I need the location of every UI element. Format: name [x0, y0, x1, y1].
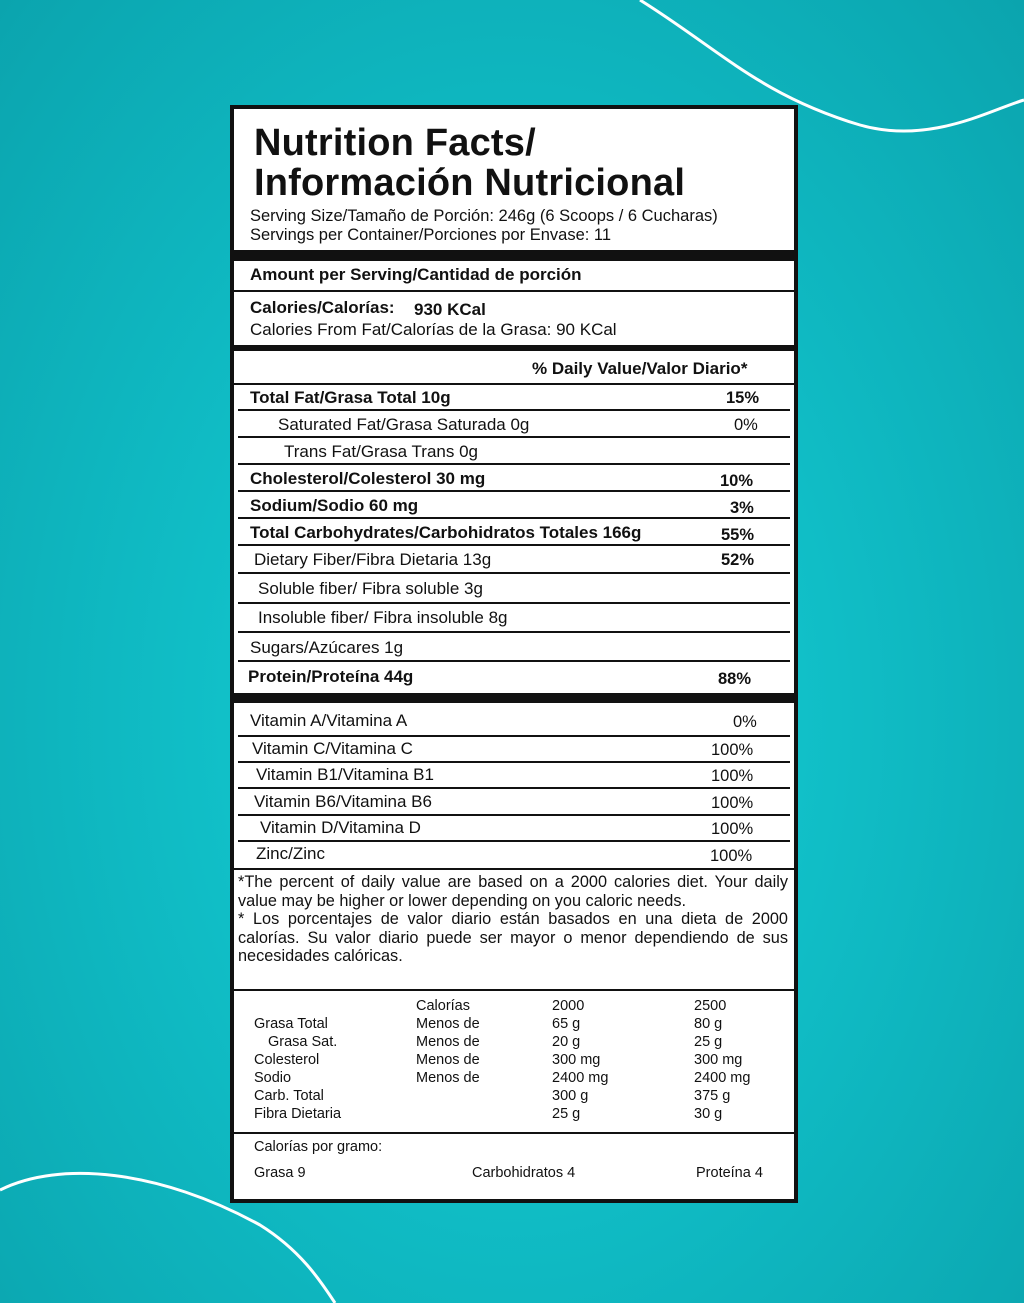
nutrient-pct: 52% [721, 551, 755, 569]
divider [238, 436, 790, 438]
divider [238, 761, 790, 763]
nutrient-label: Sugars/Azúcares 1g [250, 638, 404, 657]
nutrient-pct: 0% [734, 416, 758, 434]
ref-cell: Grasa Sat. [268, 1034, 338, 1050]
vitamin-pct: 100% [711, 794, 754, 812]
ref-cell: 300 mg [552, 1052, 601, 1068]
nutrition-facts-label [230, 105, 798, 1203]
nutrient-pct: 55% [721, 526, 755, 544]
vitamin-label: Zinc/Zinc [256, 844, 325, 863]
amount-per-serving: Amount per Serving/Cantidad de porción [250, 265, 582, 284]
calories-per-gram-carbs: Carbohidratos 4 [472, 1165, 576, 1181]
divider [238, 544, 790, 546]
label-title [254, 123, 685, 203]
ref-cell: 80 g [694, 1016, 723, 1032]
thick-divider [234, 250, 794, 261]
footnote-spanish: * Los porcentajes de valor diario están basados en una dieta de 2000 calorías. Su valor diario puede ser mayor o menor dependiendo de sus necesidades calóricas. [238, 910, 788, 965]
divider [234, 989, 794, 991]
vitamin-label: Vitamin C/Vitamina C [252, 739, 413, 758]
divider [238, 660, 790, 662]
title-line-2: Información Nutricional [254, 162, 686, 204]
nutrient-pct: 15% [726, 389, 760, 407]
divider [238, 490, 790, 492]
ref-cell: 30 g [694, 1106, 723, 1122]
nutrient-pct: 88% [718, 670, 752, 688]
thick-divider [234, 693, 794, 703]
nutrient-label: Saturated Fat/Grasa Saturada 0g [278, 415, 530, 434]
vitamin-pct: 100% [710, 847, 753, 865]
nutrient-pct: 10% [720, 472, 754, 490]
vitamin-pct: 100% [711, 741, 754, 759]
divider [238, 572, 790, 574]
vitamin-label: Vitamin D/Vitamina D [260, 818, 421, 837]
divider [234, 383, 794, 385]
nutrient-label: Protein/Proteína 44g [248, 667, 414, 686]
calories-per-gram-title: Calorías por gramo: [254, 1139, 383, 1155]
divider [238, 602, 790, 604]
thick-divider [234, 345, 794, 351]
servings-per-container: Servings per Container/Porciones por Envase: 11 [250, 226, 612, 244]
ref-cell: Colesterol [254, 1052, 320, 1068]
ref-cell: Carb. Total [254, 1088, 324, 1104]
divider [238, 787, 790, 789]
divider [234, 290, 794, 292]
divider [234, 868, 794, 870]
calories-value: 930 KCal [414, 300, 486, 319]
vitamin-label: Vitamin B1/Vitamina B1 [256, 765, 434, 784]
serving-size: Serving Size/Tamaño de Porción: 246g (6 Scoops / 6 Cucharas) [250, 207, 718, 225]
ref-cell: Menos de [416, 1070, 480, 1086]
vitamin-pct: 0% [733, 713, 757, 731]
vitamin-pct: 100% [711, 820, 754, 838]
ref-cell: 300 g [552, 1088, 589, 1104]
calories-per-gram-protein: Proteína 4 [696, 1165, 763, 1181]
nutrient-label: Soluble fiber/ Fibra soluble 3g [258, 579, 483, 598]
ref-cell: Menos de [416, 1016, 480, 1032]
daily-value-header: % Daily Value/Valor Diario* [532, 359, 748, 378]
divider [238, 409, 790, 411]
divider [238, 840, 790, 842]
calories-from-fat: Calories From Fat/Calorías de la Grasa: 90 KCal [250, 320, 617, 339]
nutrient-label: Total Carbohydrates/Carbohidratos Totales 166g [250, 523, 642, 542]
ref-header-calories: Calorías [416, 998, 470, 1014]
nutrient-label: Sodium/Sodio 60 mg [250, 496, 419, 515]
ref-cell: 2400 mg [694, 1070, 751, 1086]
ref-cell: 20 g [552, 1034, 581, 1050]
divider [238, 463, 790, 465]
divider [238, 517, 790, 519]
nutrient-pct: 3% [730, 499, 754, 517]
ref-cell: Menos de [416, 1034, 480, 1050]
ref-cell: 25 g [552, 1106, 581, 1122]
divider [238, 814, 790, 816]
ref-cell: 300 mg [694, 1052, 743, 1068]
ref-cell: Fibra Dietaria [254, 1106, 342, 1122]
ref-cell: Menos de [416, 1052, 480, 1068]
ref-cell: Grasa Total [254, 1016, 328, 1032]
footnote-english: *The percent of daily value are based on a 2000 calories diet. Your daily value may be higher or lower depending on you caloric needs. [238, 873, 788, 910]
vitamin-label: Vitamin A/Vitamina A [250, 711, 408, 730]
ref-cell: 2400 mg [552, 1070, 609, 1086]
footnote [238, 873, 788, 966]
ref-cell: 375 g [694, 1088, 731, 1104]
ref-header-2500: 2500 [694, 998, 727, 1014]
ref-cell: 65 g [552, 1016, 581, 1032]
vitamin-label: Vitamin B6/Vitamina B6 [254, 792, 432, 811]
calories-per-gram-fat: Grasa 9 [254, 1165, 306, 1181]
calories-label: Calories/Calorías: [250, 298, 395, 317]
nutrient-label: Cholesterol/Colesterol 30 mg [250, 469, 486, 488]
nutrient-label: Insoluble fiber/ Fibra insoluble 8g [258, 608, 508, 627]
nutrient-label: Trans Fat/Grasa Trans 0g [284, 442, 478, 461]
ref-cell: 25 g [694, 1034, 723, 1050]
divider [238, 735, 790, 737]
nutrient-label: Total Fat/Grasa Total 10g [250, 388, 451, 407]
divider [234, 1132, 794, 1134]
nutrient-label: Dietary Fiber/Fibra Dietaria 13g [254, 550, 492, 569]
ref-header-2000: 2000 [552, 998, 585, 1014]
title-line-1: Nutrition Facts/ [254, 122, 536, 164]
divider [238, 631, 790, 633]
serving-info [250, 207, 718, 245]
vitamin-pct: 100% [711, 767, 754, 785]
ref-cell: Sodio [254, 1070, 292, 1086]
